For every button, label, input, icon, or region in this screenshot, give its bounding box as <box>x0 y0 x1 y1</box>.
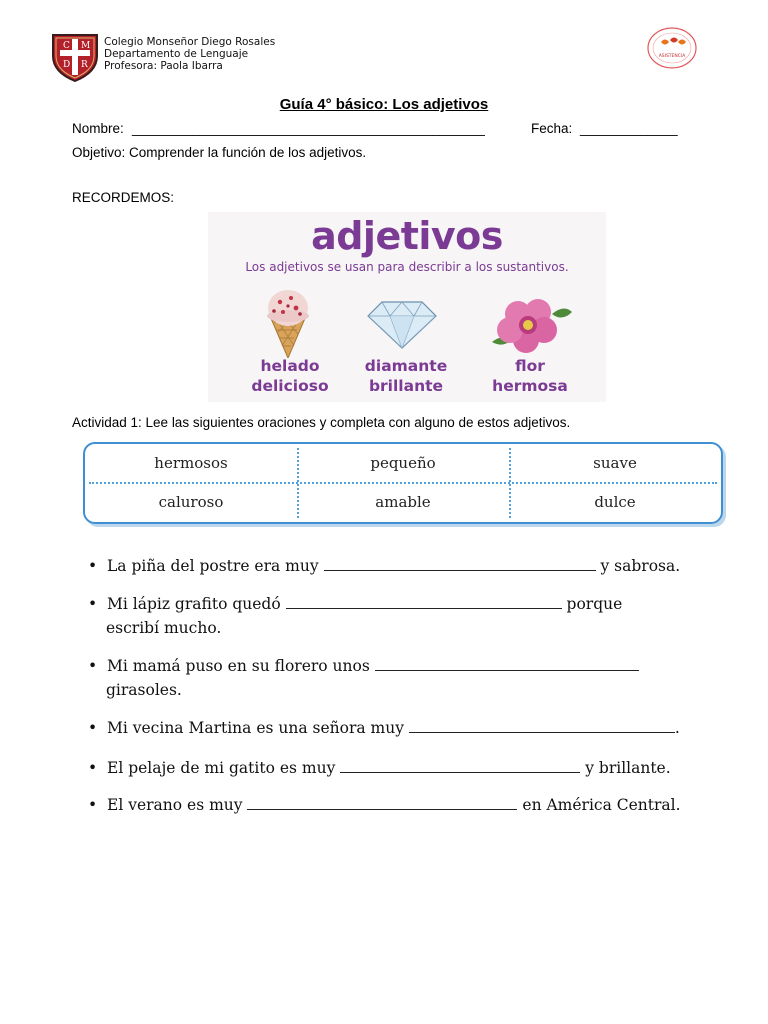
sentence-text: Mi mamá puso en su florero unos <box>107 657 370 675</box>
answer-blank[interactable] <box>375 654 639 671</box>
ice-cream-icon <box>260 286 316 358</box>
recordemos-label: RECORDEMOS: <box>72 190 175 205</box>
sentence-text: porque <box>566 595 623 613</box>
word-bank-item: pequeño <box>370 454 436 472</box>
word-bank-item: suave <box>593 454 637 472</box>
infographic-subheading: Los adjetivos se usan para describir a los sustantivos. <box>245 260 569 274</box>
sentence-text: El verano es muy <box>107 796 243 814</box>
answer-blank[interactable] <box>247 793 517 810</box>
answer-blank[interactable] <box>286 592 562 609</box>
diamond-icon <box>364 298 440 350</box>
sentence-2 <box>88 592 622 616</box>
bullet: • <box>88 759 107 777</box>
sentence-text: y sabrosa. <box>600 557 681 575</box>
answer-blank[interactable] <box>324 554 596 571</box>
word-bank-item: hermosos <box>154 454 228 472</box>
name-label: Nombre: <box>72 121 124 136</box>
sentence-text: en América Central. <box>522 796 681 814</box>
sentence-1 <box>88 554 680 578</box>
school-crest-icon <box>50 32 100 82</box>
sentence-text: Mi lápiz grafito quedó <box>107 595 281 613</box>
sentence-text: El pelaje de mi gatito es muy <box>107 759 336 777</box>
example-flor <box>470 356 590 396</box>
seal-label: ASISTENCIA <box>658 54 686 59</box>
bullet: • <box>88 595 107 613</box>
sentence-text: . <box>674 719 680 737</box>
sentence-6 <box>88 793 681 817</box>
example-noun: helado <box>260 357 320 375</box>
word-bank-item: caluroso <box>158 493 224 511</box>
date-field[interactable]: _____________ <box>580 121 678 136</box>
school-name: Colegio Monseñor Diego Rosales <box>104 36 276 48</box>
answer-blank[interactable] <box>409 716 675 733</box>
flower-icon <box>486 292 576 356</box>
name-field[interactable]: _______________________________________________ <box>132 121 485 136</box>
example-noun: flor <box>515 357 545 375</box>
sentence-3 <box>88 654 639 678</box>
crest-letter-m: M <box>81 41 91 51</box>
word-bank <box>83 442 723 524</box>
example-helado <box>230 356 350 396</box>
example-adjective: hermosa <box>492 377 568 395</box>
bullet: • <box>88 796 107 814</box>
crest-letter-c: C <box>63 41 70 51</box>
adjectives-infographic <box>208 212 606 402</box>
bullet: • <box>88 657 107 675</box>
example-noun: diamante <box>364 357 448 375</box>
example-adjective: brillante <box>368 377 444 395</box>
bullet: • <box>88 719 107 737</box>
word-bank-item: amable <box>375 493 431 511</box>
sentence-text: y brillante. <box>585 759 671 777</box>
example-diamante <box>346 356 466 396</box>
activity-instruction: Actividad 1: Lee las siguientes oraciones y completa con alguno de estos adjetivos. <box>72 415 571 430</box>
infographic-heading: adjetivos <box>311 214 503 258</box>
sentence-5 <box>88 756 671 780</box>
teacher-name: Profesora: Paola Ibarra <box>104 60 223 72</box>
crest-letter-d: D <box>63 60 71 70</box>
crest-letter-r: R <box>81 60 88 70</box>
date-label: Fecha: <box>531 121 573 136</box>
example-adjective: delicioso <box>251 377 329 395</box>
page-title: Guía 4° básico: Los adjetivos <box>279 96 489 113</box>
sentence-text: Mi vecina Martina es una señora muy <box>107 719 404 737</box>
bullet: • <box>88 557 107 575</box>
sentence-4 <box>88 716 680 740</box>
attendance-seal-icon <box>646 26 698 70</box>
answer-blank[interactable] <box>340 756 580 773</box>
department-name: Departamento de Lenguaje <box>104 48 249 60</box>
word-bank-divider <box>89 482 717 484</box>
sentence-3-continuation: girasoles. <box>106 681 182 699</box>
objective-text: Objetivo: Comprender la función de los adjetivos. <box>72 145 367 160</box>
word-bank-item: dulce <box>594 493 636 511</box>
sentence-2-continuation: escribí mucho. <box>106 619 222 637</box>
sentence-text: La piña del postre era muy <box>107 557 319 575</box>
